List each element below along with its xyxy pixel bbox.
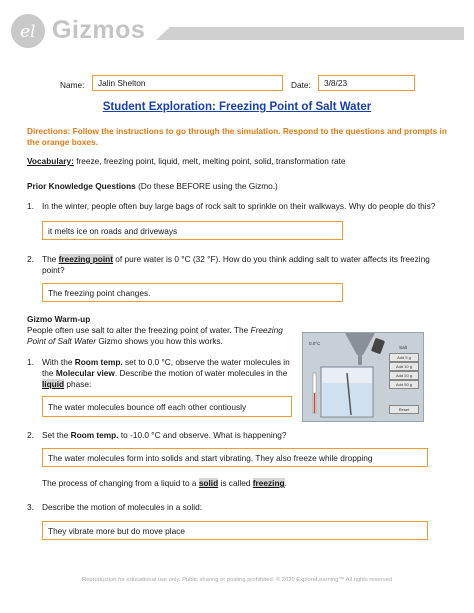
header-bar xyxy=(156,27,464,40)
add-20g-button: Add 20 g xyxy=(389,371,419,380)
q2-text xyxy=(42,254,447,276)
w1-b: Room temp. xyxy=(74,357,123,367)
prior-knowledge-heading xyxy=(27,181,447,192)
gizmo-simulation-image xyxy=(302,332,424,422)
directions: Directions: Follow the instructions to go through the simulation. Respond to the questions and prompts in the orange boxes. xyxy=(27,126,447,147)
add-5g-button: Add 5 g xyxy=(389,353,419,362)
warmup-intro-italic: Freezing Point of Salt Water xyxy=(27,325,283,346)
reset-button: Reset xyxy=(389,405,419,414)
w3-text: Describe the motion of molecules in a solid: xyxy=(42,502,203,512)
name-field[interactable]: Jalin Shelton xyxy=(92,75,283,91)
w1-answer-box[interactable]: The water molecules bounce off each other contiously xyxy=(42,396,292,417)
svg-text:el: el xyxy=(20,22,36,42)
w2-number: 2. xyxy=(27,430,34,440)
prior-knowledge-subtitle: (Do these BEFORE using the Gizmo.) xyxy=(135,181,278,191)
w2-b: Room temp. xyxy=(70,430,119,440)
warmup-intro xyxy=(27,325,297,347)
q2-pre: The xyxy=(42,254,59,264)
q2-number: 2. xyxy=(27,254,34,264)
w1-c: set to 0.0 °C, observe the water molecules in the xyxy=(42,357,290,378)
name-label: Name: xyxy=(60,80,85,90)
q1-answer-box[interactable]: it melts ice on roads and driveways xyxy=(42,221,343,240)
w1-d: Molecular view xyxy=(55,368,115,378)
process-b: solid xyxy=(198,478,219,488)
w3-answer-box[interactable]: They vibrate more but do move place xyxy=(42,521,428,540)
q1-number: 1. xyxy=(27,201,34,211)
q2-answer-box[interactable]: The freezing point changes. xyxy=(42,283,343,302)
w1-g: phase: xyxy=(64,379,92,389)
q2-term: freezing point xyxy=(58,254,113,264)
beaker-illustration xyxy=(303,333,391,421)
warmup-intro-1: People often use salt to alter the freezing point of water. The xyxy=(27,325,251,335)
process-a: The process of changing from a liquid to a xyxy=(42,478,199,488)
add-50g-button: Add 50 g xyxy=(389,380,419,389)
w3-number: 3. xyxy=(27,502,34,512)
copyright-footer: Reproduction for educational use only. Public sharing or posting prohibited. © 2020 ExploreLearning™ All rights reserved xyxy=(82,577,392,583)
process-e: . xyxy=(284,478,287,488)
q2-post: of pure water is 0 °C (32 °F). How do you think adding salt to water affects its freezing point? xyxy=(42,254,430,275)
add-10g-button: Add 10 g xyxy=(389,362,419,371)
warmup-heading xyxy=(27,314,90,325)
q1-text: In the winter, people often buy large bags of rock salt to sprinkle on their walkways. Why do people do this? xyxy=(42,201,436,211)
warmup-intro-2: Gizmo shows you how this works. xyxy=(96,336,223,346)
temp-readout: 0.0°C xyxy=(309,341,321,346)
salt-panel-title: Salt xyxy=(399,345,407,350)
warmup-title: Gizmo Warm-up xyxy=(27,314,91,324)
w1-text xyxy=(42,357,294,390)
process-c: is called xyxy=(218,478,253,488)
process-sentence xyxy=(42,478,442,489)
explorelearning-logo-icon xyxy=(11,14,45,48)
w1-e: . Describe the motion of water molecules in the xyxy=(114,368,288,378)
date-label: Date: xyxy=(291,80,311,90)
vocabulary-label: Vocabulary: xyxy=(27,156,74,166)
date-field[interactable]: 3/8/23 xyxy=(318,75,415,91)
header xyxy=(0,0,474,64)
w2-a: Set the xyxy=(42,430,71,440)
gizmos-logo-text: Gizmos xyxy=(52,16,146,44)
prior-knowledge-title: Prior Knowledge Questions xyxy=(27,181,136,191)
w1-number: 1. xyxy=(27,357,34,367)
w2-answer-box[interactable]: The water molecules form into solids and start vibrating. They also freeze while dropping xyxy=(42,448,428,467)
vocabulary-terms: freeze, freezing point, liquid, melt, melting point, solid, transformation rate xyxy=(73,156,346,166)
w1-f: liquid xyxy=(42,379,65,389)
process-d: freezing xyxy=(252,478,285,488)
w2-text xyxy=(42,430,452,441)
vocabulary xyxy=(27,156,447,167)
w1-a: With the xyxy=(42,357,75,367)
page-title: Student Exploration: Freezing Point of Salt Water xyxy=(102,101,372,113)
w2-c: to -10.0 °C and observe. What is happening? xyxy=(118,430,287,440)
salt-panel xyxy=(389,345,419,417)
